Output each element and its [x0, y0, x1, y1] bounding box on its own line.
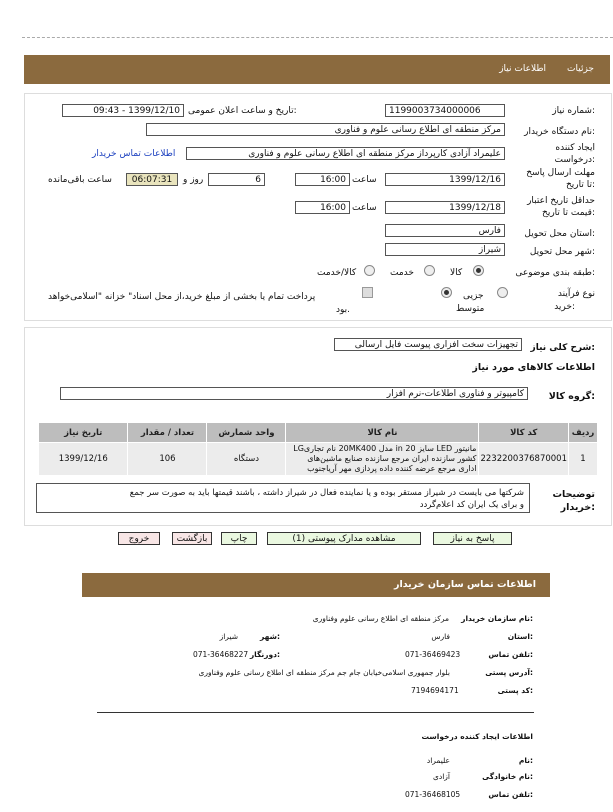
col-qty: تعداد / مقدار — [128, 423, 207, 443]
creator-phone: 071-36468105 — [405, 790, 461, 799]
contact-postal-label: کد پستی: — [497, 686, 533, 695]
process-option-minor: جزیی — [463, 291, 484, 301]
creator-field: علیمراد آزادی کارپرداز مرکز منطقه ای اطلاع رسانی علوم و فناوری — [186, 147, 505, 160]
deadline-time-label: ساعت — [352, 175, 377, 185]
contact-phone-label: تلفن تماس: — [488, 650, 533, 659]
validity-date-field: 1399/12/18 — [385, 201, 505, 214]
table-row — [39, 443, 598, 476]
group-field: کامپیوتر و فناوری اطلاعات-نرم افزار — [60, 387, 528, 400]
cell-name-line-1: مانیتور LED سایز 20 in مدل 20MK400 نام تجاریLG — [293, 444, 477, 453]
city-label: شهر محل تحویل: — [529, 247, 595, 257]
province-field: فارس — [385, 224, 505, 237]
buyer-notes-box — [36, 483, 530, 513]
contact-org-label: نام سازمان خریدار: — [461, 614, 533, 623]
remaining-time-field: 06:07:31 — [126, 173, 178, 186]
cell-row: 1 — [569, 443, 598, 476]
announce-date-field: 1399/12/10 - 09:43 — [62, 104, 184, 117]
category-radio-service[interactable] — [424, 265, 435, 276]
contact-city: شیراز — [219, 632, 238, 641]
need-number-field: 1199003734000006 — [385, 104, 505, 117]
contact-address: بلوار جمهوری اسلامی‌خیابان جام جم مرکز منطقه ای اطلاع رسانی علوم وفناوری — [198, 668, 450, 677]
tab-details[interactable]: جزئیات — [567, 64, 594, 74]
validity-time-label: ساعت — [352, 203, 377, 213]
process-radio-minor[interactable] — [497, 287, 508, 298]
contact-postal: 7194694171 — [411, 686, 459, 695]
category-option-service: خدمت — [390, 268, 414, 278]
creator-family-label: نام خانوادگی: — [482, 772, 533, 781]
items-table — [38, 422, 598, 476]
remaining-label: ساعت باقی‌مانده — [48, 175, 112, 185]
contact-title: اطلاعات تماس سازمان خریدار — [393, 579, 536, 590]
category-radio-both[interactable] — [364, 265, 375, 276]
buyer-contact-link[interactable]: اطلاعات تماس خریدار — [92, 149, 176, 159]
cell-code: 2232200376870001 — [479, 443, 569, 476]
process-label-1: نوع فرآیند — [557, 289, 595, 299]
process-radio-medium[interactable] — [441, 287, 452, 298]
tab-need-info[interactable]: اطلاعات نیاز — [499, 64, 546, 74]
creator-info-title: اطلاعات ایجاد کننده درخواست — [421, 732, 533, 741]
buyer-notes-label-2: خریدار: — [560, 502, 595, 513]
cell-name-line-2: کشور سازنده ایران مرجع سازنده صنایع ماشین‌های — [307, 454, 477, 463]
process-label-2: خرید: — [554, 302, 575, 312]
summary-field: تجهیزات سخت افزاری پیوست فایل ارسالی — [334, 338, 522, 351]
exit-button[interactable]: خروج — [118, 532, 160, 545]
contact-divider — [97, 712, 534, 713]
deadline-label-2: تا تاریخ: — [565, 180, 595, 190]
table-header-row — [39, 423, 598, 443]
cell-unit: دستگاه — [207, 443, 286, 476]
items-title: اطلاعات کالاهای مورد نیاز — [472, 362, 595, 373]
contact-fax-label: دورنگار: — [249, 650, 280, 659]
cell-qty: 106 — [128, 443, 207, 476]
creator-name-label: نام: — [518, 756, 533, 765]
back-button[interactable]: بازگشت — [172, 532, 212, 545]
top-divider — [22, 37, 613, 39]
contact-province: فارس — [431, 632, 450, 641]
cell-date: 1399/12/16 — [39, 443, 128, 476]
validity-label-1: حداقل تاریخ اعتبار — [527, 196, 595, 206]
print-button[interactable]: چاپ — [221, 532, 257, 545]
contact-header — [82, 573, 550, 597]
province-label: استان محل تحویل: — [524, 229, 595, 239]
buyer-org-field: مرکز منطقه ای اطلاع رسانی علوم و فناوری — [146, 123, 505, 136]
buyer-notes-line-1: شرکتها می بایست در شیراز مستقر بوده و یا نماینده فعال در شیراز داشته ، باشند قیمتها باید به صورت سر جمع — [129, 488, 524, 498]
announce-label: تاریخ و ساعت اعلان عمومی: — [188, 106, 297, 116]
creator-label-2: درخواست: — [554, 155, 595, 165]
col-code: کد کالا — [479, 423, 569, 443]
group-label: گروه کالا: — [548, 391, 595, 402]
payment-note-2: بود. — [336, 305, 351, 315]
deadline-date-field: 1399/12/16 — [385, 173, 505, 186]
contact-fax: 071-36468227 — [193, 650, 249, 659]
days-field: 6 — [208, 173, 265, 186]
deadline-label-1: مهلت ارسال پاسخ — [526, 168, 595, 178]
creator-family: آزادی — [433, 772, 450, 781]
category-label: طبقه بندی موضوعی: — [515, 268, 595, 278]
need-number-label: شماره نیاز: — [552, 106, 595, 116]
category-option-goods: کالا — [450, 268, 463, 278]
contact-org: مرکز منطقه ای اطلاع رسانی علوم وفناوری — [312, 614, 449, 623]
col-date: تاریخ نیاز — [39, 423, 128, 443]
creator-name: علیمراد — [426, 756, 450, 765]
buyer-notes-line-2: و برای یک ایران کد اعلام‌گردد — [419, 500, 524, 510]
payment-note-1: پرداخت تمام یا بخشی از مبلغ خرید،از محل اسناد" خزانه "اسلامی‌خواهد — [48, 292, 316, 302]
attachments-button[interactable]: مشاهده مدارک پیوستی (1) — [267, 532, 421, 545]
days-label: روز و — [183, 175, 204, 185]
col-unit: واحد شمارش — [207, 423, 286, 443]
cell-name — [286, 443, 479, 476]
contact-province-label: استان: — [507, 632, 533, 641]
deadline-time-field: 16:00 — [295, 173, 350, 186]
contact-city-label: شهر: — [260, 632, 280, 641]
validity-label-2: قیمت تا تاریخ: — [542, 208, 595, 218]
creator-phone-label: تلفن تماس: — [488, 790, 533, 799]
reply-button[interactable]: پاسخ به نیاز — [433, 532, 512, 545]
summary-label: شرح کلی نیاز: — [530, 343, 595, 353]
creator-label-1: ایجاد کننده — [555, 143, 595, 153]
col-row: ردیف — [569, 423, 598, 443]
col-name: نام کالا — [286, 423, 479, 443]
cell-name-line-3: اداری مرجع عرضه کننده داده پردازی مهر آریاجنوب — [307, 464, 477, 473]
validity-time-field: 16:00 — [295, 201, 350, 214]
city-field: شیراز — [385, 243, 505, 256]
buyer-notes-label-1: توضیحات — [552, 489, 595, 500]
treasury-checkbox[interactable] — [362, 287, 373, 298]
category-radio-goods[interactable] — [473, 265, 484, 276]
buyer-org-label: نام دستگاه خریدار: — [524, 127, 595, 137]
category-option-both: کالا/خدمت — [317, 268, 357, 278]
process-option-medium: متوسط — [456, 304, 485, 314]
contact-address-label: آدرس پستی: — [485, 668, 533, 677]
page-header — [24, 55, 610, 84]
contact-phone: 071-36469423 — [405, 650, 461, 659]
